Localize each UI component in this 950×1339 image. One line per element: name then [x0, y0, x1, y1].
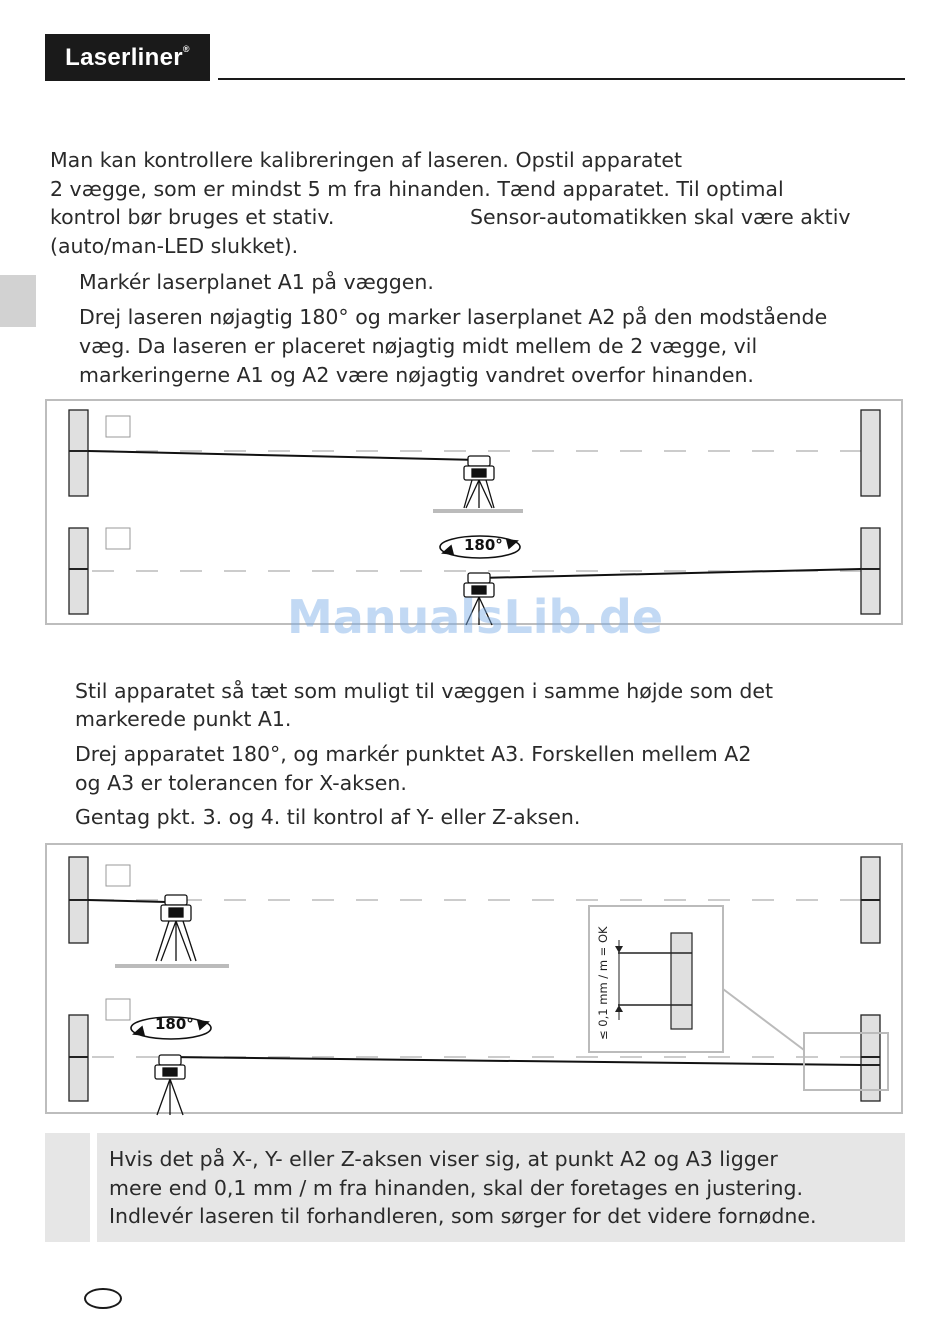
rotation-label: 180°	[155, 1015, 194, 1033]
registered-mark: ®	[182, 44, 190, 54]
watermark: ManualsLib.de	[286, 590, 664, 644]
logo-text: Laserliner	[65, 44, 183, 71]
note-line-3: Indlevér laseren til forhandleren, som sørger for det videre fornødne.	[109, 1204, 817, 1228]
intro-line-3a: kontrol bør bruges et stativ.	[50, 205, 335, 229]
note-box	[97, 1133, 905, 1242]
step-2-line-3: markeringerne A1 og A2 være nøjagtig vandret overfor hinanden.	[79, 363, 754, 387]
rotation-label: 180°	[464, 536, 503, 554]
language-side-tab	[0, 275, 36, 327]
laser-device-rotated	[155, 1055, 185, 1115]
note-line-1: Hvis det på X-, Y- eller Z-aksen viser sig, at punkt A2 og A3 ligger	[109, 1147, 778, 1171]
intro-line-1: Man kan kontrollere kalibreringen af laseren. Opstil apparatet	[50, 148, 683, 172]
step-4-line-2: og A3 er tolerancen for X-aksen.	[75, 771, 407, 795]
laser-device-near-wall	[156, 895, 196, 961]
step-5-text: Gentag pkt. 3. og 4. til kontrol af Y- eller Z-aksen.	[75, 805, 581, 829]
figure-2-tolerance	[45, 843, 903, 1114]
step-number-boxes	[106, 865, 130, 1020]
intro-line-4: (auto/man-LED slukket).	[50, 234, 299, 258]
header-rule	[218, 78, 905, 80]
step-number-boxes	[106, 416, 130, 549]
tolerance-label: ≤ 0,1 mm / m = OK	[596, 926, 610, 1040]
laser-beam-a1	[88, 451, 479, 460]
note-icon-panel	[45, 1133, 90, 1242]
intro-line-3b: Sensor-automatikken skal være aktiv	[470, 205, 851, 229]
step-1-text: Markér laserplanet A1 på væggen.	[79, 270, 434, 294]
laser-device-top	[464, 456, 494, 508]
floor-top	[433, 509, 523, 513]
zoom-connector	[723, 989, 804, 1050]
note-line-2: mere end 0,1 mm / m fra hinanden, skal der foretages en justering.	[109, 1176, 804, 1200]
step-2-line-2: væg. Da laseren er placeret nøjagtig midt mellem de 2 vægge, vil	[79, 334, 758, 358]
step-4-line-1: Drej apparatet 180°, og markér punktet A3. Forskellen mellem A2	[75, 742, 752, 766]
laser-beam-a3	[167, 1057, 861, 1065]
step-3-line-2: markerede punkt A1.	[75, 707, 292, 731]
tolerance-zoom-inset	[589, 906, 723, 1052]
step-2-line-1: Drej laseren nøjagtig 180° og marker laserplanet A2 på den modstående	[79, 305, 828, 329]
language-badge-oval	[84, 1288, 122, 1309]
intro-line-2: 2 vægge, som er mindst 5 m fra hinanden. Tænd apparatet. Til optimal	[50, 177, 784, 201]
floor	[115, 964, 229, 968]
step-3-line-1: Stil apparatet så tæt som muligt til væggen i samme højde som det	[75, 679, 774, 703]
laserliner-logo	[45, 34, 210, 81]
